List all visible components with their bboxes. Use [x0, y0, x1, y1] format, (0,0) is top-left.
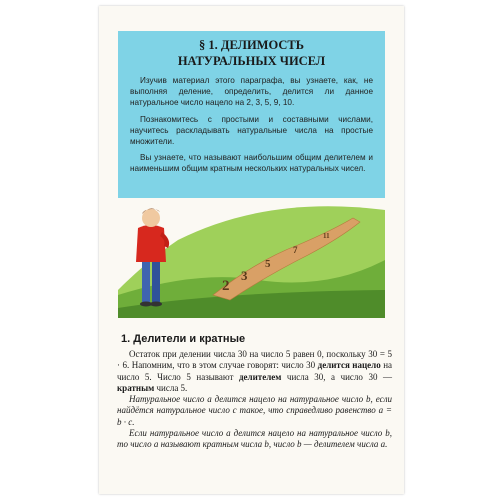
definition-divisibility: Натуральное число a делится нацело на натуральное число b, если найдётся натуральное число c такое, что справедливо равенство a = b · c.	[117, 394, 392, 427]
body-paragraph-1: Остаток при делении числа 30 на число 5 равен 0, поскольку 30 = 5 · 6. Напомним, что в этом случае говорят: число 30 делится нацело на число 5. Число 5 называют делителем числа 30, а число 30 — кратным числа 5.	[117, 349, 393, 393]
intro-box	[118, 31, 385, 198]
textbook-page	[99, 6, 404, 494]
intro-paragraph-1: Изучив материал этого параграфа, вы узнаете, как, не выполняя деление, определить, делится ли данное натуральное число нацело на 2, 3, 5, 9, 10.	[130, 76, 373, 108]
path-number-5: 5	[265, 258, 271, 270]
section-body	[117, 349, 392, 451]
intro-paragraph-3: Вы узнаете, что называют наибольшим общим делителем и наименьшим общим кратным нескольких натуральных чисел.	[130, 153, 373, 174]
path-number-3: 3	[241, 268, 248, 283]
path-number-7: 7	[293, 245, 298, 255]
section-heading: 1. Делители и кратные	[121, 333, 246, 345]
chapter-title-line2: НАТУРАЛЬНЫХ ЧИСЕЛ	[177, 54, 326, 68]
illustration-boy-on-hill	[118, 200, 385, 318]
intro-paragraph-2: Познакомитесь с простыми и составными числами, научитесь раскладывать натуральные числа на простые множители.	[130, 114, 373, 147]
chapter-title	[130, 37, 373, 69]
chapter-title-line1: § 1. ДЕЛИМОСТЬ	[199, 38, 304, 52]
path-number-2: 2	[222, 278, 230, 294]
path-number-11: 11	[323, 232, 330, 240]
definition-multiple-divisor: Если натуральное число a делится нацело на натуральное число b, то число a называют кратным числа b, число b — делителем числа a.	[117, 428, 392, 450]
